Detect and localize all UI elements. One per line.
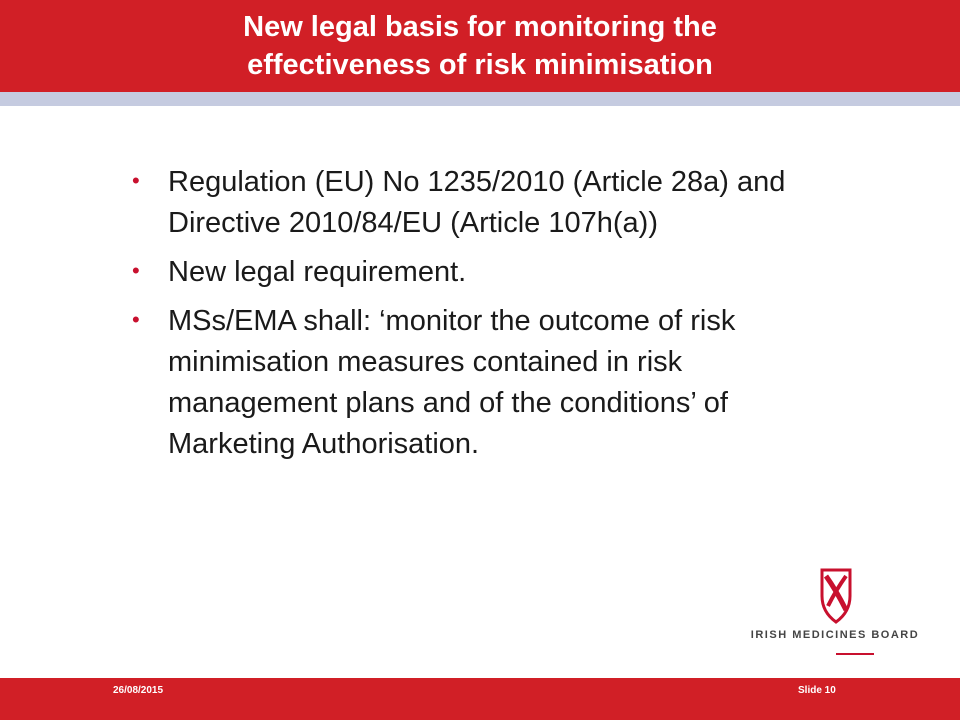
organization-logo [740,566,930,666]
slide-title-line-2: effectiveness of risk minimisation [247,49,713,81]
bullet-item [132,301,852,465]
bullet-item [132,162,852,244]
irish-medicines-board-shield-icon [818,566,854,624]
bullet-text: New legal requirement. [168,256,467,288]
slide-title [0,8,960,84]
bullet-dot-icon: • [132,258,140,283]
bullet-item [132,252,852,293]
footer-date: 26/08/2015 [113,685,164,696]
logo-text: IRISH MEDICINES BOARD [750,629,920,641]
header-bar [0,0,960,92]
footer-bar [0,678,960,720]
bullet-text: MSs/EMA shall: ‘monitor the outcome of risk minimisation measures contained in risk management plans and of the conditions’ of Marketing Authorisation. [168,305,736,460]
bullet-list [132,162,852,473]
slide-number: Slide 10 [798,685,836,696]
bullet-text: Regulation (EU) No 1235/2010 (Article 28a) and Directive 2010/84/EU (Article 107h(a)) [168,166,786,239]
bullet-dot-icon: • [132,168,140,193]
slide-title-line-1: New legal basis for monitoring the [243,11,717,43]
bullet-dot-icon: • [132,307,140,332]
header-accent-band [0,92,960,106]
logo-underline [836,653,874,655]
